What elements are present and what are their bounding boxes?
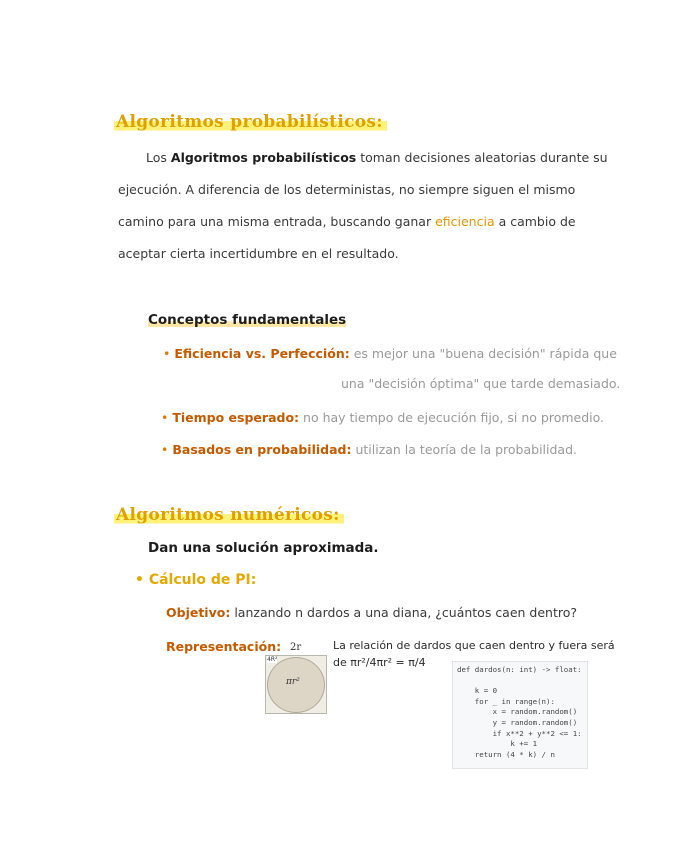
code-line: y = random.random() xyxy=(457,717,578,727)
representation-label: Representación: xyxy=(166,639,282,654)
section-title-probabilistic: Algoritmos probabilísticos: xyxy=(114,112,387,132)
bullet-icon: • xyxy=(135,572,144,588)
intro-line-4: aceptar cierta incertidumbre en el resultado. xyxy=(118,246,399,261)
topic-pi: • Cálculo de PI: xyxy=(135,572,257,588)
concept-item-time: • Tiempo esperado: no hay tiempo de ejecución fijo, si no promedio. xyxy=(161,410,605,425)
objective-line: Objetivo: lanzando n dardos a una diana, ¿cuántos caen dentro? xyxy=(166,605,578,620)
intro-term: Algoritmos probabilísticos xyxy=(170,150,357,165)
concept-item-probability: • Basados en probabilidad: utilizan la teoría de la probabilidad. xyxy=(161,442,578,457)
concept-item-efficiency-cont: una "decisión óptima" que tarde demasiado. xyxy=(341,376,621,391)
code-line xyxy=(457,676,587,687)
code-line: k += 1 xyxy=(457,739,538,749)
figure-corner-label: 4R² xyxy=(267,656,278,663)
relation-line-1: La relación de dardos que caen dentro y fuera será xyxy=(333,639,615,652)
code-line: k = 0 xyxy=(457,686,498,696)
code-line: x = random.random() xyxy=(457,707,578,717)
code-snippet xyxy=(452,661,588,769)
numeric-intro: Dan una solución aproximada. xyxy=(148,540,379,556)
relation-line-2: de πr²/4πr² = π/4 xyxy=(333,656,426,669)
concept-item-efficiency: • Eficiencia vs. Perfección: es mejor una "buena decisión" rápida que xyxy=(163,346,617,361)
bullet-icon: • xyxy=(161,410,169,425)
intro-line-2: ejecución. A diferencia de los deterministas, no siempre siguen el mismo xyxy=(118,182,576,197)
intro-line-3: camino para una misma entrada, buscando ganar eficiencia a cambio de xyxy=(118,214,576,229)
bullet-icon: • xyxy=(163,346,171,361)
code-line: def dardos(n: int) -> float: xyxy=(457,665,582,674)
code-line: if x**2 + y**2 <= 1: xyxy=(457,728,582,738)
figure-center-label: πr² xyxy=(286,677,300,687)
concepts-title: Conceptos fundamentales xyxy=(148,312,347,328)
bullet-icon: • xyxy=(161,442,169,457)
dartboard-figure xyxy=(265,655,327,714)
code-line: return (4 * k) / n xyxy=(457,749,555,759)
figure-top-label: 2r xyxy=(290,642,302,653)
highlight-efficiency: eficiencia xyxy=(435,214,495,229)
code-line: for _ in range(n): xyxy=(457,696,555,706)
section-title-numeric: Algoritmos numéricos: xyxy=(114,505,344,525)
intro-line-1: Los Algoritmos probabilísticos toman decisiones aleatorias durante su xyxy=(146,150,608,165)
